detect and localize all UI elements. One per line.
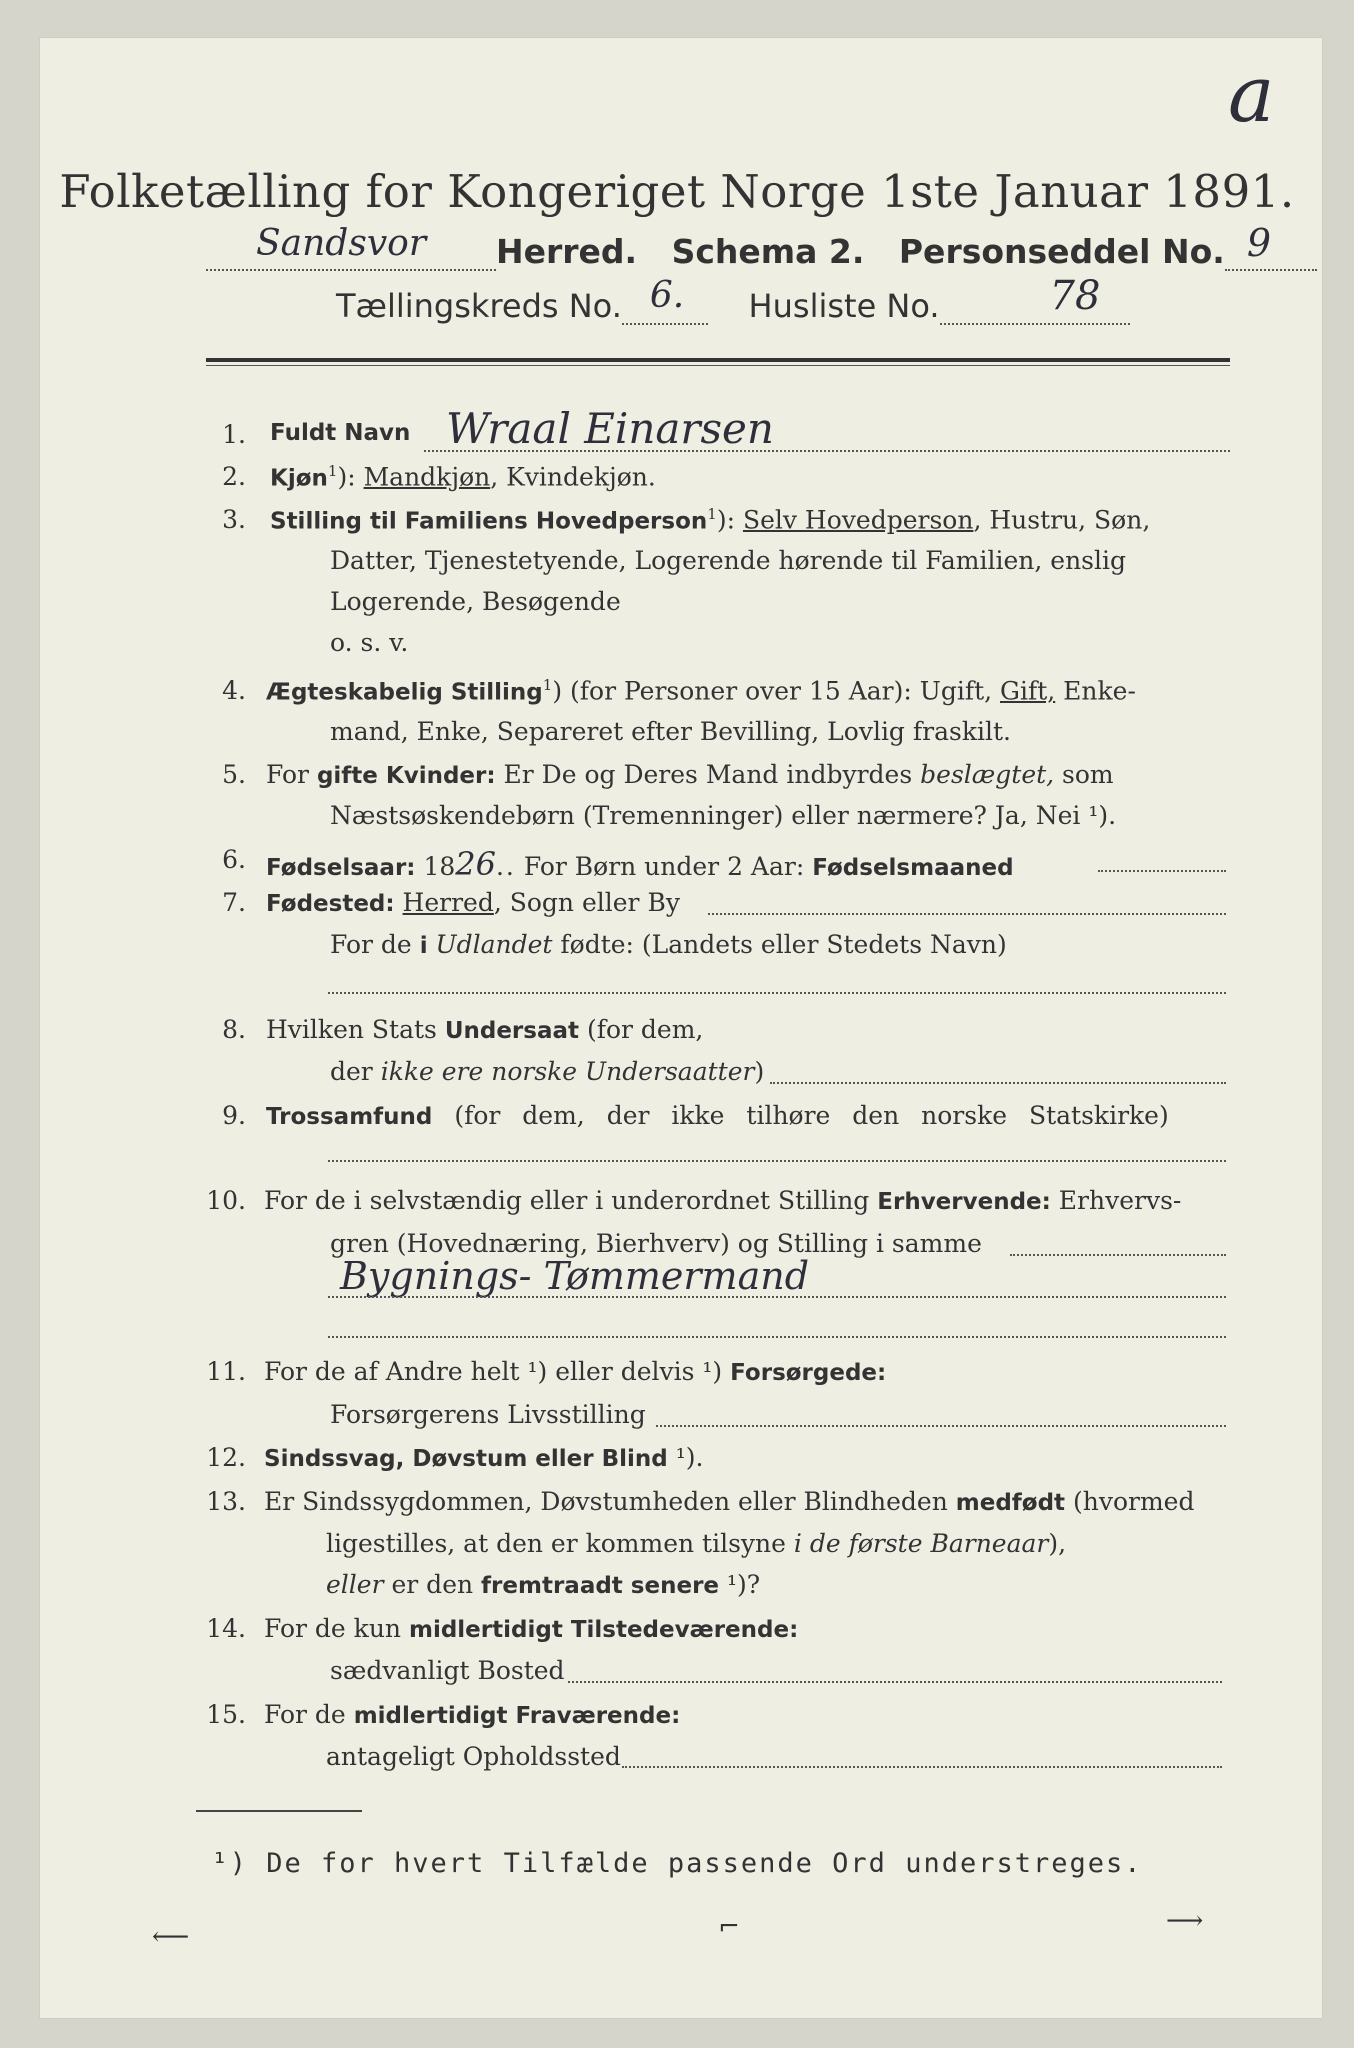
q11-line-2: Forsørgerens Livsstilling — [330, 1400, 646, 1429]
q3-option-selv: Selv Hovedperson — [742, 505, 974, 535]
q5-line-2: Næstsøskendebørn (Tremenninger) eller nærmere? Ja, Nei ¹). — [330, 801, 1117, 830]
q15-text: For de — [264, 1700, 354, 1729]
q10-number: 10. — [206, 1186, 246, 1215]
q13-number: 13. — [206, 1487, 246, 1516]
q7-line2-b: i — [419, 933, 428, 959]
q8-line2-italic: ikke ere norske Undersaatter — [380, 1057, 755, 1086]
q12-number: 12. — [206, 1443, 246, 1472]
husliste-label: Husliste No. — [748, 287, 940, 325]
q6-birthyear-value: 26 — [455, 845, 496, 883]
q10-occupation-value: Bygnings- Tømmermand — [340, 1254, 810, 1298]
q8-answer-line — [770, 1082, 1226, 1084]
kreds-value: 6. — [649, 275, 685, 316]
corner-tick-left: ⟵ — [152, 1922, 190, 1952]
q5-label: gifte Kvinder: — [316, 763, 496, 789]
q11-label: Forsørgede: — [730, 1360, 887, 1386]
personseddel-label: Personseddel No. — [898, 232, 1225, 271]
q13-line2-b: ), — [1048, 1529, 1067, 1558]
q6-label-2: Fødselsmaaned — [812, 855, 1014, 881]
q6-text-b: For Børn under 2 Aar: — [515, 852, 813, 881]
personseddel-value: 9 — [1246, 221, 1271, 265]
q5-text-a: For — [266, 760, 317, 789]
q5-text-b: Er De og Deres Mand indbyrdes — [495, 760, 921, 789]
husliste-value: 78 — [1049, 273, 1101, 319]
q8-line2-a: der — [330, 1057, 381, 1086]
q5-number: 5. — [222, 760, 246, 789]
q3-line-2: Datter, Tjenestetyende, Logerende hørende til Familien, enslig — [330, 546, 1127, 575]
q7-label: Fødested: — [266, 891, 395, 917]
q13-label: medfødt — [955, 1490, 1066, 1516]
q6-label: Fødselsaar: — [266, 855, 416, 881]
q14-label: midlertidigt Tilstedeværende: — [408, 1617, 799, 1643]
q14-line-2: sædvanligt Bosted — [330, 1656, 565, 1685]
q14-text: For de kun — [264, 1614, 409, 1643]
q12-label: Sindssvag, Døvstum eller Blind — [264, 1446, 668, 1472]
q4-text: ) (for Personer over 15 Aar): Ugift, — [552, 676, 1001, 706]
q2-number: 2. — [222, 462, 246, 491]
q1-label: Fuldt Navn — [270, 420, 411, 446]
q13-line-2 — [326, 1529, 1066, 1558]
q1-name-value: Wraal Einarsen — [446, 404, 774, 453]
q7-option-herred: Herred — [402, 888, 494, 917]
q13-line2-italic: i de første Barneaar — [793, 1529, 1049, 1558]
header-rule — [206, 358, 1230, 362]
q13-line3-italic: eller — [326, 1570, 384, 1599]
q10-text-a: For de i selvstændig eller i underordnet Stilling — [264, 1186, 878, 1215]
q8-number: 8. — [222, 1015, 246, 1044]
q4-label: Ægteskabelig Stilling — [266, 679, 543, 706]
q7-number: 7. — [222, 888, 246, 917]
q3-label: Stilling til Familiens Hovedperson — [270, 508, 708, 535]
q3-line-4: o. s. v. — [330, 628, 409, 657]
q9-answer-line — [328, 1160, 1226, 1162]
q3-options-rest: , Hustru, Søn, — [973, 505, 1151, 535]
q5-italic: beslægtet, — [920, 760, 1055, 789]
q8-line2-b: ) — [754, 1057, 765, 1086]
header-rule-thin — [206, 365, 1230, 366]
q15-answer-line — [622, 1766, 1222, 1768]
q15-number: 15. — [206, 1700, 246, 1729]
center-tick: ⌐ — [718, 1912, 740, 1942]
q7-line2-a: For de — [330, 930, 420, 959]
q13-text-b: (hvormed — [1065, 1487, 1195, 1516]
form-title: Folketælling for Kongeriget Norge 1ste Januar 1891. — [59, 165, 1295, 218]
q2-label: Kjøn — [270, 465, 328, 492]
q11-answer-line — [656, 1425, 1226, 1427]
q8-line-2 — [330, 1057, 764, 1086]
q3-number: 3. — [222, 505, 246, 534]
q2-sep: ): — [337, 462, 364, 492]
q13-line3-a: er den — [383, 1570, 482, 1599]
q10-label: Erhvervende: — [877, 1189, 1051, 1215]
q2-option-kvindekjon: , Kvindekjøn. — [490, 462, 656, 492]
q7-line2-italic: Udlandet — [435, 930, 553, 959]
q8-text-a: Hvilken Stats — [266, 1015, 445, 1044]
q4-option-gift: Gift, — [1000, 676, 1056, 706]
q12-text: ¹). — [667, 1443, 704, 1472]
q7-text-b: , Sogn eller By — [493, 888, 680, 917]
q9-text: (for dem, der ikke tilhøre den norske Statskirke) — [432, 1101, 1169, 1130]
q10-answer-line-3 — [328, 1336, 1226, 1338]
q15-label: midlertidigt Fraværende: — [353, 1703, 681, 1729]
q9-number: 9. — [222, 1101, 246, 1130]
q7-line2-c: fødte: (Landets eller Stedets Navn) — [552, 930, 1007, 959]
q10-answer-line — [1010, 1254, 1226, 1256]
herred-value: Sandsvor — [256, 223, 427, 264]
kreds-line — [336, 273, 1130, 325]
q6-answer-line — [1098, 870, 1226, 872]
q3-line-3: Logerende, Besøgende — [330, 587, 621, 616]
q13-line2-a: ligestilles, at den er kommen tilsyne — [326, 1529, 794, 1558]
q7-answer-line-2 — [328, 992, 1226, 994]
q2-option-mandkjon: Mandkjøn — [363, 462, 491, 492]
q10-line-2: gren (Hovednæring, Bierhverv) og Stilling i samme — [330, 1229, 982, 1258]
kreds-label: Tællingskreds No. — [336, 287, 622, 325]
q7-line-2 — [330, 930, 1007, 959]
herred-label: Herred. — [496, 232, 638, 271]
q6-number: 6. — [222, 845, 246, 874]
q7-answer-line — [708, 913, 1226, 915]
q1-number: 1. — [222, 420, 246, 449]
q5-text-c: som — [1054, 760, 1114, 789]
q13-line3-label: fremtraadt senere — [481, 1573, 720, 1599]
q8-label: Undersaat — [444, 1018, 579, 1044]
q15-line-2: antageligt Opholdssted — [326, 1742, 621, 1771]
q4-text-end: Enke- — [1055, 676, 1136, 706]
q6-prefix: 18 — [415, 852, 456, 881]
q3-sep: ): — [716, 505, 743, 535]
q13-line-3 — [326, 1570, 760, 1599]
q11-number: 11. — [206, 1357, 246, 1386]
q10-text-b: Erhvervs- — [1050, 1186, 1182, 1215]
q14-number: 14. — [206, 1614, 246, 1643]
corner-handwritten-mark: a — [1228, 50, 1275, 140]
q8-text-b: (for dem, — [579, 1015, 704, 1044]
q4-number: 4. — [222, 676, 246, 705]
q10-answer-line-2 — [328, 1296, 1226, 1298]
q9-label: Trossamfund — [266, 1104, 433, 1130]
q13-line3-b: ¹)? — [719, 1570, 761, 1599]
q4-line-2: mand, Enke, Separeret efter Bevilling, Lovlig fraskilt. — [330, 717, 1011, 746]
q13-text-a: Er Sindssygdommen, Døvstumheden eller Blindheden — [264, 1487, 956, 1516]
footnote-rule — [196, 1810, 362, 1812]
schema-label: Schema 2. — [671, 232, 865, 271]
q11-text: For de af Andre helt ¹) eller delvis ¹) — [264, 1357, 731, 1386]
herred-line — [206, 221, 1317, 271]
footnote: ¹) De for hvert Tilfælde passende Ord understreges. — [211, 1848, 1143, 1879]
corner-tick-right: ⟶ — [1166, 1906, 1204, 1936]
q14-answer-line — [568, 1681, 1222, 1683]
